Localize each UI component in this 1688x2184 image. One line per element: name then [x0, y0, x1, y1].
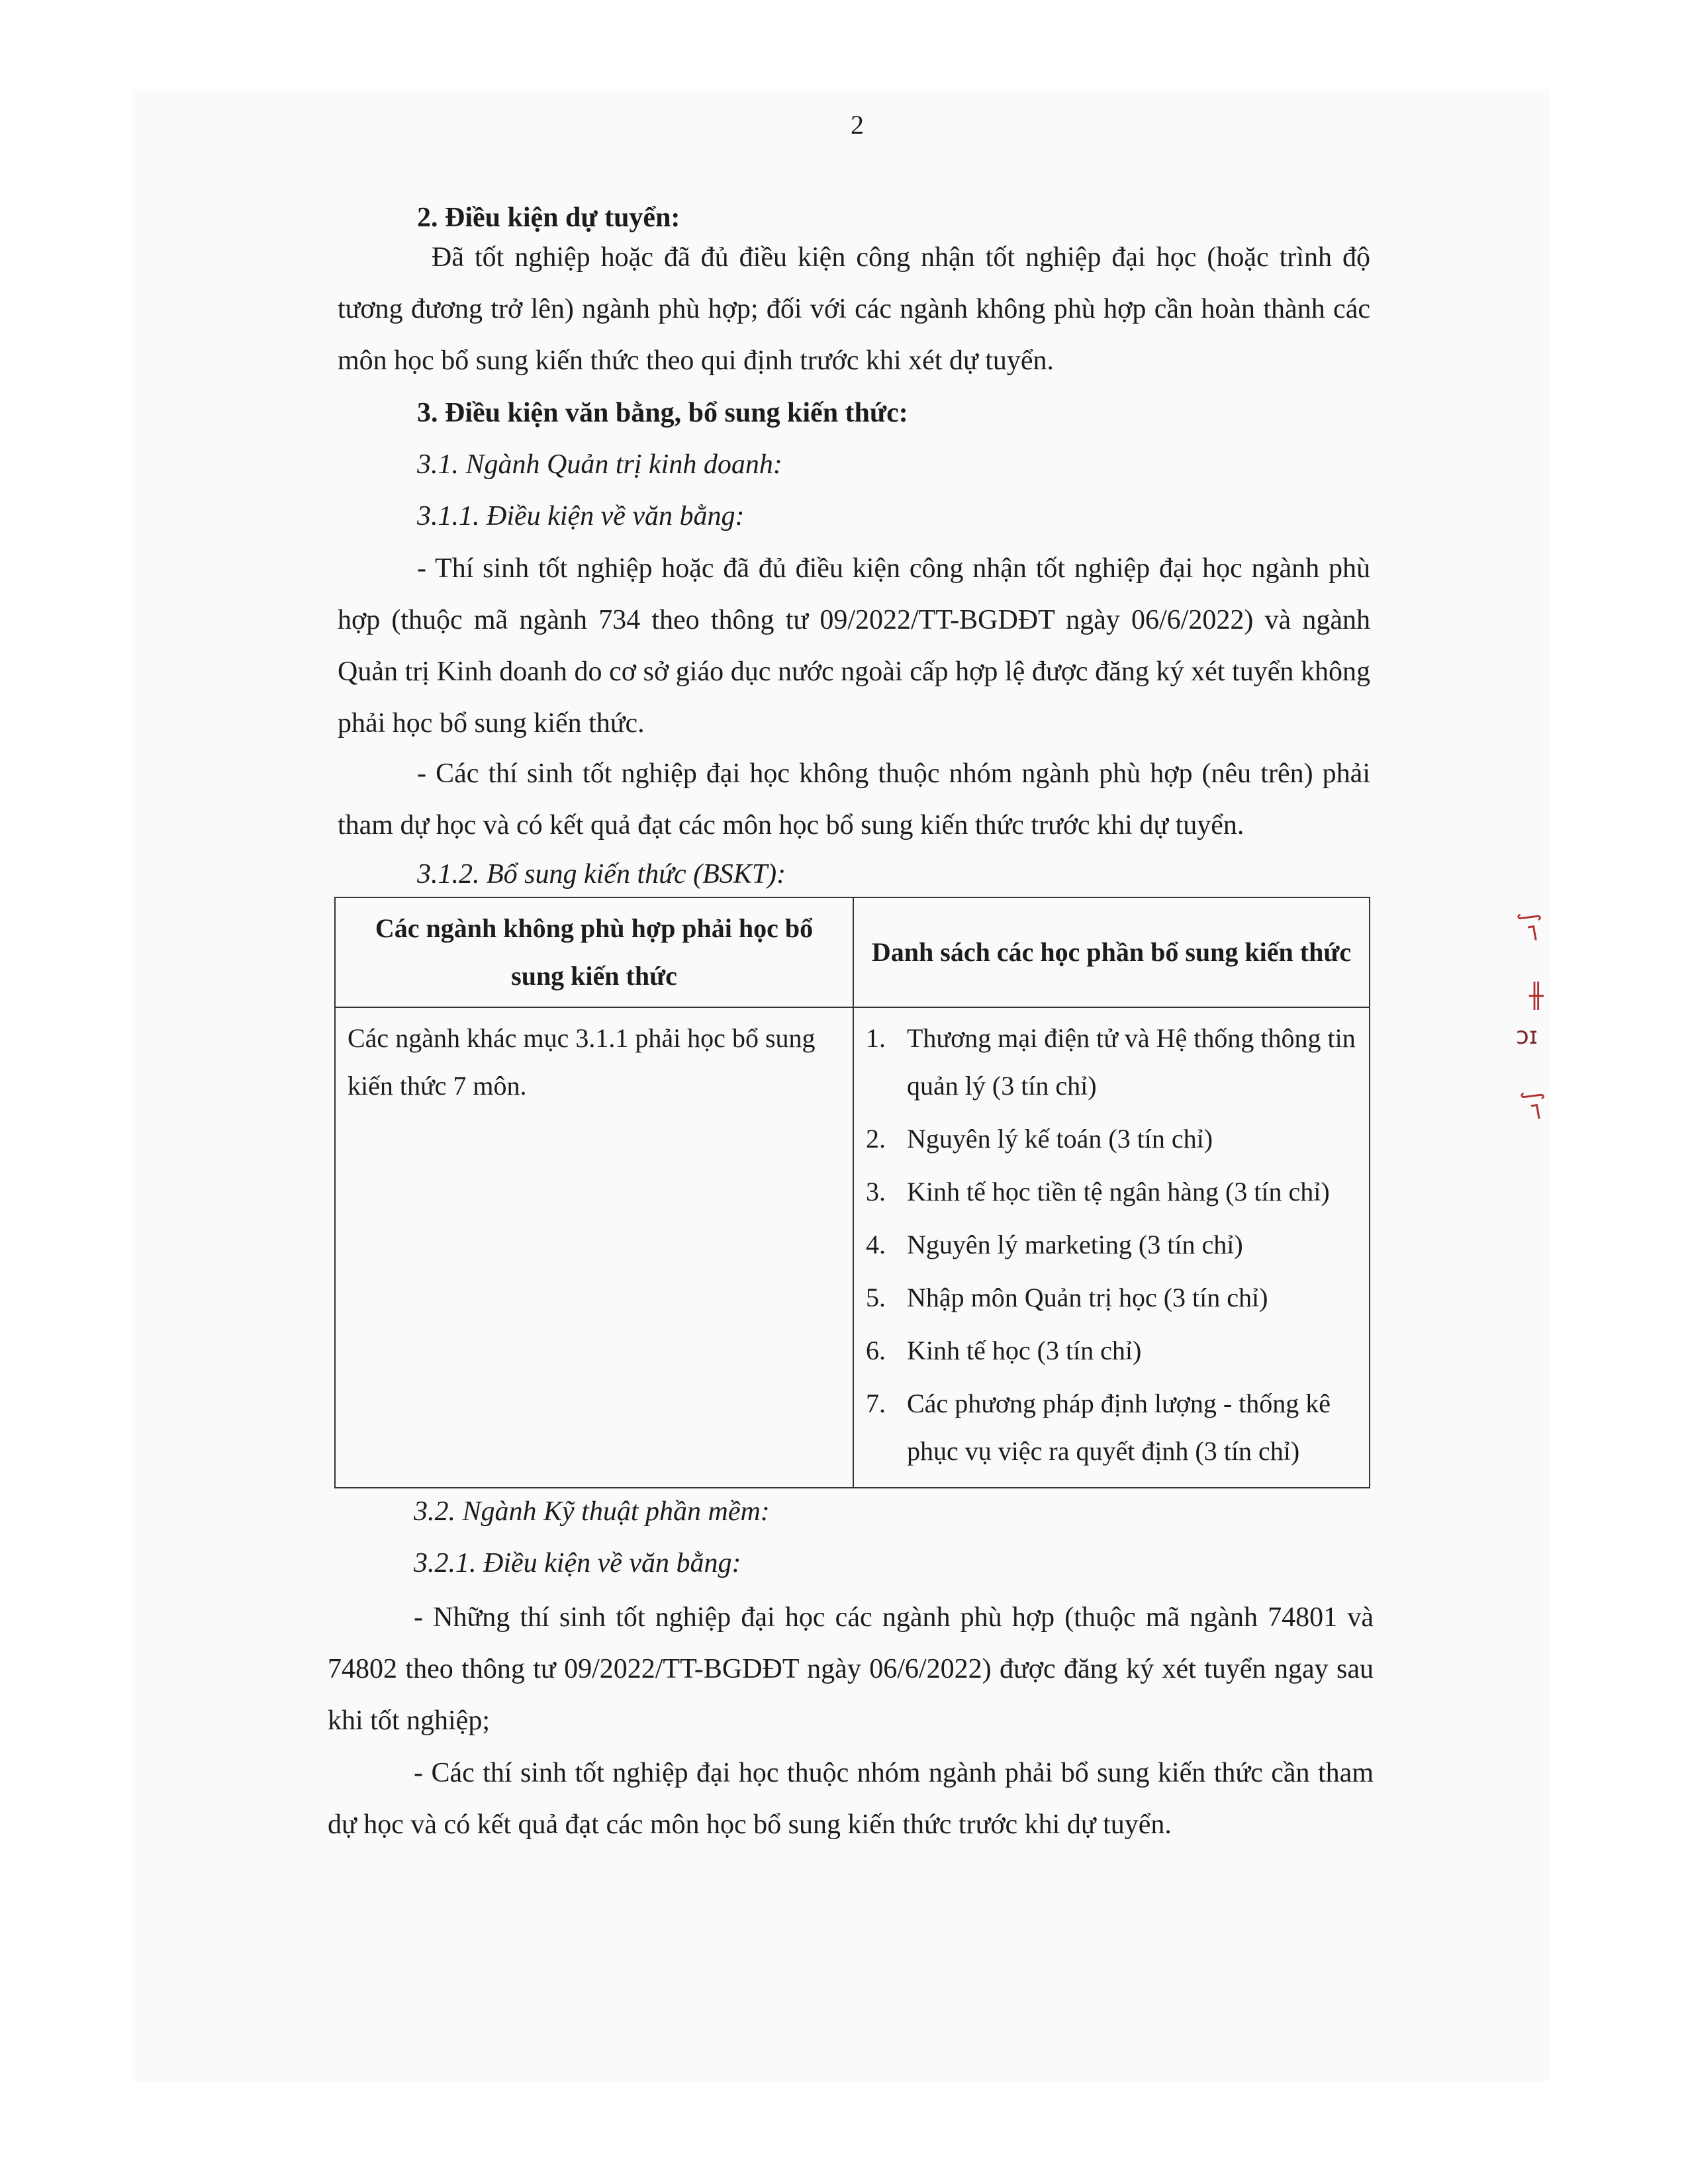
table-header-row [335, 897, 1370, 1007]
bskt-table [334, 897, 1370, 1488]
list-item-text: Kinh tế học (3 tín chỉ) [907, 1336, 1142, 1365]
section-2-heading: 2. Điều kiện dự tuyển: [417, 203, 680, 233]
subsection-3-1-1-title: 3.1.1. Điều kiện về văn bằng: [417, 501, 745, 531]
list-item-text: Thương mại điện tử và Hệ thống thông tin quản lý (3 tín chỉ) [907, 1023, 1356, 1101]
course-list [866, 1015, 1357, 1475]
list-item-text: Nhập môn Quản trị học (3 tín chỉ) [907, 1283, 1268, 1312]
list-item [866, 1327, 1357, 1375]
list-item-number: 3. [866, 1177, 886, 1206]
list-item [866, 1380, 1357, 1475]
section-3-heading: 3. Điều kiện văn bằng, bổ sung kiến thức: [417, 398, 908, 428]
subsection-3-2-title: 3.2. Ngành Kỹ thuật phần mềm: [414, 1496, 770, 1527]
table-cell-majors: Các ngành khác mục 3.1.1 phải học bổ sung kiến thức 7 môn. [335, 1007, 853, 1488]
list-item [866, 1168, 1357, 1216]
margin-scribble: ╫ [1529, 983, 1544, 1010]
list-item [866, 1274, 1357, 1322]
list-item-number: 5. [866, 1283, 886, 1312]
paragraph-3-2-1-a: - Những thí sinh tốt nghiệp đại học các ngành phù hợp (thuộc mã ngành 74801 và 74802 theo thông tư 09/2022/TT-BGDĐT ngày 06/6/2022) được đăng ký xét tuyển ngay sau khi tốt nghiệp; [328, 1602, 1374, 1736]
list-item [866, 1015, 1357, 1110]
margin-scribble: ɔɪ [1516, 1023, 1538, 1050]
list-item [866, 1221, 1357, 1269]
list-item-text: Nguyên lý marketing (3 tín chỉ) [907, 1230, 1243, 1259]
list-item-text: Nguyên lý kế toán (3 tín chỉ) [907, 1124, 1213, 1154]
margin-scribble: ∫⌐ [1519, 1087, 1552, 1124]
list-item-number: 6. [866, 1336, 886, 1365]
list-item [866, 1115, 1357, 1163]
table-row [335, 1007, 1370, 1488]
subsection-3-2-1-title: 3.2.1. Điều kiện về văn bằng: [414, 1548, 741, 1578]
subsection-3-1-2-title: 3.1.2. Bổ sung kiến thức (BSKT): [417, 859, 786, 889]
margin-scribble: ∫⌐ [1516, 908, 1548, 946]
list-item-number: 1. [866, 1023, 886, 1053]
list-item-text: Các phương pháp định lượng - thống kê phục vụ việc ra quyết định (3 tín chỉ) [907, 1388, 1331, 1466]
list-item-number: 2. [866, 1124, 886, 1154]
page-number: 2 [851, 110, 864, 140]
list-item-text: Kinh tế học tiền tệ ngân hàng (3 tín chỉ) [907, 1177, 1330, 1206]
paragraph-3-1-1-a: - Thí sinh tốt nghiệp hoặc đã đủ điều kiện công nhận tốt nghiệp đại học ngành phù hợp (thuộc mã ngành 734 theo thông tư 09/2022/TT-BGDĐT ngày 06/6/2022) và ngành Quản trị Kinh doanh do cơ sở giáo dục nước ngoài cấp hợp lệ được đăng ký xét tuyển không phải học bổ sung kiến thức. [338, 553, 1370, 739]
table-cell-courses [853, 1007, 1370, 1488]
paragraph-3-1-1-b: - Các thí sinh tốt nghiệp đại học không thuộc nhóm ngành phù hợp (nêu trên) phải tham dự học và có kết quả đạt các môn học bổ sung kiến thức trước khi dự tuyển. [338, 758, 1370, 841]
subsection-3-1-title: 3.1. Ngành Quản trị kinh doanh: [417, 449, 782, 480]
list-item-number: 4. [866, 1230, 886, 1259]
paragraph-3-2-1-b: - Các thí sinh tốt nghiệp đại học thuộc nhóm ngành phải bổ sung kiến thức cần tham dự học và có kết quả đạt các môn học bổ sung kiến thức trước khi dự tuyển. [328, 1758, 1374, 1840]
table-header-left: Các ngành không phù hợp phải học bổ sung kiến thức [335, 897, 853, 1007]
list-item-number: 7. [866, 1388, 886, 1418]
table-header-right: Danh sách các học phần bổ sung kiến thức [853, 897, 1370, 1007]
section-2-text: Đã tốt nghiệp hoặc đã đủ điều kiện công nhận tốt nghiệp đại học (hoặc trình độ tương đương trở lên) ngành phù hợp; đối với các ngành không phù hợp cần hoàn thành các môn học bổ sung kiến thức theo qui định trước khi xét dự tuyển. [338, 242, 1370, 376]
